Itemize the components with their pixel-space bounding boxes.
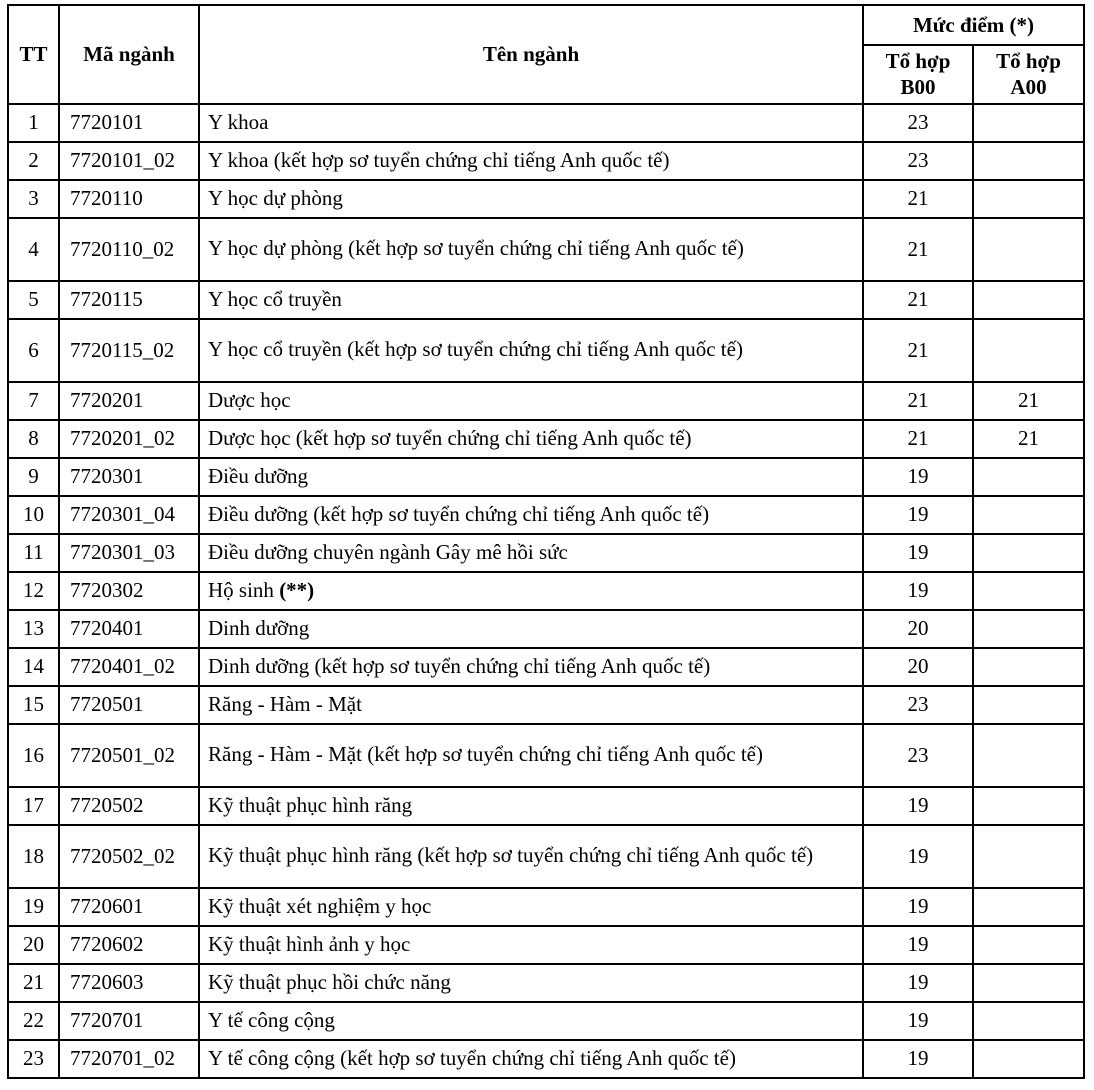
b00-score-cell: 19 xyxy=(863,572,973,610)
code-cell: 7720401_02 xyxy=(59,648,199,686)
a00-score-cell xyxy=(973,724,1084,787)
code-cell: 7720201 xyxy=(59,382,199,420)
table-row xyxy=(8,534,1084,572)
name-cell: Kỹ thuật hình ảnh y học xyxy=(199,926,863,964)
b00-score-cell: 20 xyxy=(863,648,973,686)
code-cell: 7720115 xyxy=(59,281,199,319)
table-row xyxy=(8,724,1084,787)
a00-score-cell xyxy=(973,964,1084,1002)
header-a00-code: A00 xyxy=(1010,75,1047,100)
b00-score-cell: 20 xyxy=(863,610,973,648)
a00-score-cell xyxy=(973,142,1084,180)
table-row xyxy=(8,926,1084,964)
name-cell: Y học cổ truyền xyxy=(199,281,863,319)
b00-score-cell: 19 xyxy=(863,534,973,572)
table-row xyxy=(8,888,1084,926)
name-cell: Dinh dưỡng xyxy=(199,610,863,648)
header-to-hop-a00 xyxy=(973,45,1084,104)
header-muc-diem: Mức điểm (*) xyxy=(863,5,1084,45)
name-cell: Y học dự phòng (kết hợp sơ tuyển chứng chỉ tiếng Anh quốc tế) xyxy=(199,218,863,281)
header-ma-nganh: Mã ngành xyxy=(59,5,199,104)
name-cell: Điều dưỡng chuyên ngành Gây mê hồi sức xyxy=(199,534,863,572)
name-cell: Y khoa xyxy=(199,104,863,142)
code-cell: 7720101_02 xyxy=(59,142,199,180)
name-cell: Răng - Hàm - Mặt xyxy=(199,686,863,724)
tt-cell: 4 xyxy=(8,218,59,281)
name-cell: Y tế công cộng (kết hợp sơ tuyển chứng chỉ tiếng Anh quốc tế) xyxy=(199,1040,863,1078)
table-row xyxy=(8,787,1084,825)
a00-score-cell xyxy=(973,572,1084,610)
b00-score-cell: 19 xyxy=(863,496,973,534)
table-row xyxy=(8,281,1084,319)
table-row xyxy=(8,1040,1084,1078)
name-cell: Dược học (kết hợp sơ tuyển chứng chỉ tiếng Anh quốc tế) xyxy=(199,420,863,458)
header-b00-code: B00 xyxy=(900,75,936,100)
tt-cell: 19 xyxy=(8,888,59,926)
a00-score-cell xyxy=(973,610,1084,648)
table-row xyxy=(8,458,1084,496)
table-header xyxy=(8,5,1084,104)
b00-score-cell: 19 xyxy=(863,787,973,825)
tt-cell: 17 xyxy=(8,787,59,825)
b00-score-cell: 21 xyxy=(863,319,973,382)
header-tt: TT xyxy=(8,5,59,104)
tt-cell: 7 xyxy=(8,382,59,420)
b00-score-cell: 21 xyxy=(863,180,973,218)
a00-score-cell xyxy=(973,180,1084,218)
name-cell: Kỹ thuật xét nghiệm y học xyxy=(199,888,863,926)
name-cell: Dược học xyxy=(199,382,863,420)
tt-cell: 15 xyxy=(8,686,59,724)
b00-score-cell: 19 xyxy=(863,458,973,496)
b00-score-cell: 19 xyxy=(863,926,973,964)
b00-score-cell: 23 xyxy=(863,142,973,180)
tt-cell: 20 xyxy=(8,926,59,964)
a00-score-cell: 21 xyxy=(973,420,1084,458)
tt-cell: 22 xyxy=(8,1002,59,1040)
name-cell: Điều dưỡng xyxy=(199,458,863,496)
tt-cell: 23 xyxy=(8,1040,59,1078)
a00-score-cell xyxy=(973,534,1084,572)
code-cell: 7720301 xyxy=(59,458,199,496)
a00-score-cell: 21 xyxy=(973,382,1084,420)
name-cell: Y tế công cộng xyxy=(199,1002,863,1040)
code-cell: 7720701_02 xyxy=(59,1040,199,1078)
b00-score-cell: 23 xyxy=(863,686,973,724)
a00-score-cell xyxy=(973,648,1084,686)
a00-score-cell xyxy=(973,218,1084,281)
code-cell: 7720115_02 xyxy=(59,319,199,382)
a00-score-cell xyxy=(973,1040,1084,1078)
name-cell: Y khoa (kết hợp sơ tuyển chứng chỉ tiếng Anh quốc tế) xyxy=(199,142,863,180)
table-row xyxy=(8,420,1084,458)
table-row xyxy=(8,572,1084,610)
tt-cell: 11 xyxy=(8,534,59,572)
tt-cell: 16 xyxy=(8,724,59,787)
table-row xyxy=(8,686,1084,724)
a00-score-cell xyxy=(973,926,1084,964)
code-cell: 7720502_02 xyxy=(59,825,199,888)
header-to-hop-b00 xyxy=(863,45,973,104)
code-cell: 7720101 xyxy=(59,104,199,142)
name-cell: Y học cổ truyền (kết hợp sơ tuyển chứng chỉ tiếng Anh quốc tế) xyxy=(199,319,863,382)
a00-score-cell xyxy=(973,319,1084,382)
b00-score-cell: 23 xyxy=(863,104,973,142)
table-row xyxy=(8,648,1084,686)
b00-score-cell: 19 xyxy=(863,1002,973,1040)
name-cell: Kỹ thuật phục hình răng xyxy=(199,787,863,825)
code-cell: 7720201_02 xyxy=(59,420,199,458)
tt-cell: 14 xyxy=(8,648,59,686)
table-row xyxy=(8,180,1084,218)
tt-cell: 18 xyxy=(8,825,59,888)
b00-score-cell: 21 xyxy=(863,218,973,281)
code-cell: 7720701 xyxy=(59,1002,199,1040)
table-body xyxy=(8,104,1084,1078)
a00-score-cell xyxy=(973,1002,1084,1040)
table-row xyxy=(8,319,1084,382)
code-cell: 7720601 xyxy=(59,888,199,926)
name-bold-note: (**) xyxy=(279,577,315,602)
name-cell: Y học dự phòng xyxy=(199,180,863,218)
tt-cell: 21 xyxy=(8,964,59,1002)
tt-cell: 2 xyxy=(8,142,59,180)
name-cell: Dinh dưỡng (kết hợp sơ tuyển chứng chỉ tiếng Anh quốc tế) xyxy=(199,648,863,686)
code-cell: 7720501_02 xyxy=(59,724,199,787)
table-row xyxy=(8,610,1084,648)
name-cell: Điều dưỡng (kết hợp sơ tuyển chứng chỉ tiếng Anh quốc tế) xyxy=(199,496,863,534)
table-row xyxy=(8,964,1084,1002)
b00-score-cell: 19 xyxy=(863,964,973,1002)
table-row xyxy=(8,825,1084,888)
a00-score-cell xyxy=(973,496,1084,534)
a00-score-cell xyxy=(973,281,1084,319)
header-ten-nganh: Tên ngành xyxy=(199,5,863,104)
admission-score-table xyxy=(7,4,1085,1079)
table-row xyxy=(8,142,1084,180)
table-row xyxy=(8,104,1084,142)
tt-cell: 1 xyxy=(8,104,59,142)
code-cell: 7720301_04 xyxy=(59,496,199,534)
b00-score-cell: 19 xyxy=(863,1040,973,1078)
name-cell: Kỹ thuật phục hình răng (kết hợp sơ tuyển chứng chỉ tiếng Anh quốc tế) xyxy=(199,825,863,888)
tt-cell: 12 xyxy=(8,572,59,610)
code-cell: 7720602 xyxy=(59,926,199,964)
b00-score-cell: 23 xyxy=(863,724,973,787)
b00-score-cell: 21 xyxy=(863,281,973,319)
tt-cell: 9 xyxy=(8,458,59,496)
tt-cell: 5 xyxy=(8,281,59,319)
tt-cell: 10 xyxy=(8,496,59,534)
name-cell: Răng - Hàm - Mặt (kết hợp sơ tuyển chứng chỉ tiếng Anh quốc tế) xyxy=(199,724,863,787)
tt-cell: 6 xyxy=(8,319,59,382)
name-cell: Hộ sinh (**) xyxy=(199,572,863,610)
a00-score-cell xyxy=(973,104,1084,142)
table-row xyxy=(8,382,1084,420)
header-combo-label-a00: Tổ hợp xyxy=(996,49,1061,73)
b00-score-cell: 21 xyxy=(863,382,973,420)
code-cell: 7720502 xyxy=(59,787,199,825)
table-row xyxy=(8,1002,1084,1040)
b00-score-cell: 21 xyxy=(863,420,973,458)
code-cell: 7720301_03 xyxy=(59,534,199,572)
a00-score-cell xyxy=(973,825,1084,888)
table-row xyxy=(8,218,1084,281)
b00-score-cell: 19 xyxy=(863,888,973,926)
table-row xyxy=(8,496,1084,534)
name-cell: Kỹ thuật phục hồi chức năng xyxy=(199,964,863,1002)
code-cell: 7720501 xyxy=(59,686,199,724)
header-combo-label-b00: Tổ hợp xyxy=(885,49,951,73)
tt-cell: 3 xyxy=(8,180,59,218)
code-cell: 7720603 xyxy=(59,964,199,1002)
tt-cell: 13 xyxy=(8,610,59,648)
code-cell: 7720110 xyxy=(59,180,199,218)
b00-score-cell: 19 xyxy=(863,825,973,888)
tt-cell: 8 xyxy=(8,420,59,458)
code-cell: 7720110_02 xyxy=(59,218,199,281)
a00-score-cell xyxy=(973,686,1084,724)
a00-score-cell xyxy=(973,888,1084,926)
code-cell: 7720302 xyxy=(59,572,199,610)
a00-score-cell xyxy=(973,787,1084,825)
code-cell: 7720401 xyxy=(59,610,199,648)
a00-score-cell xyxy=(973,458,1084,496)
